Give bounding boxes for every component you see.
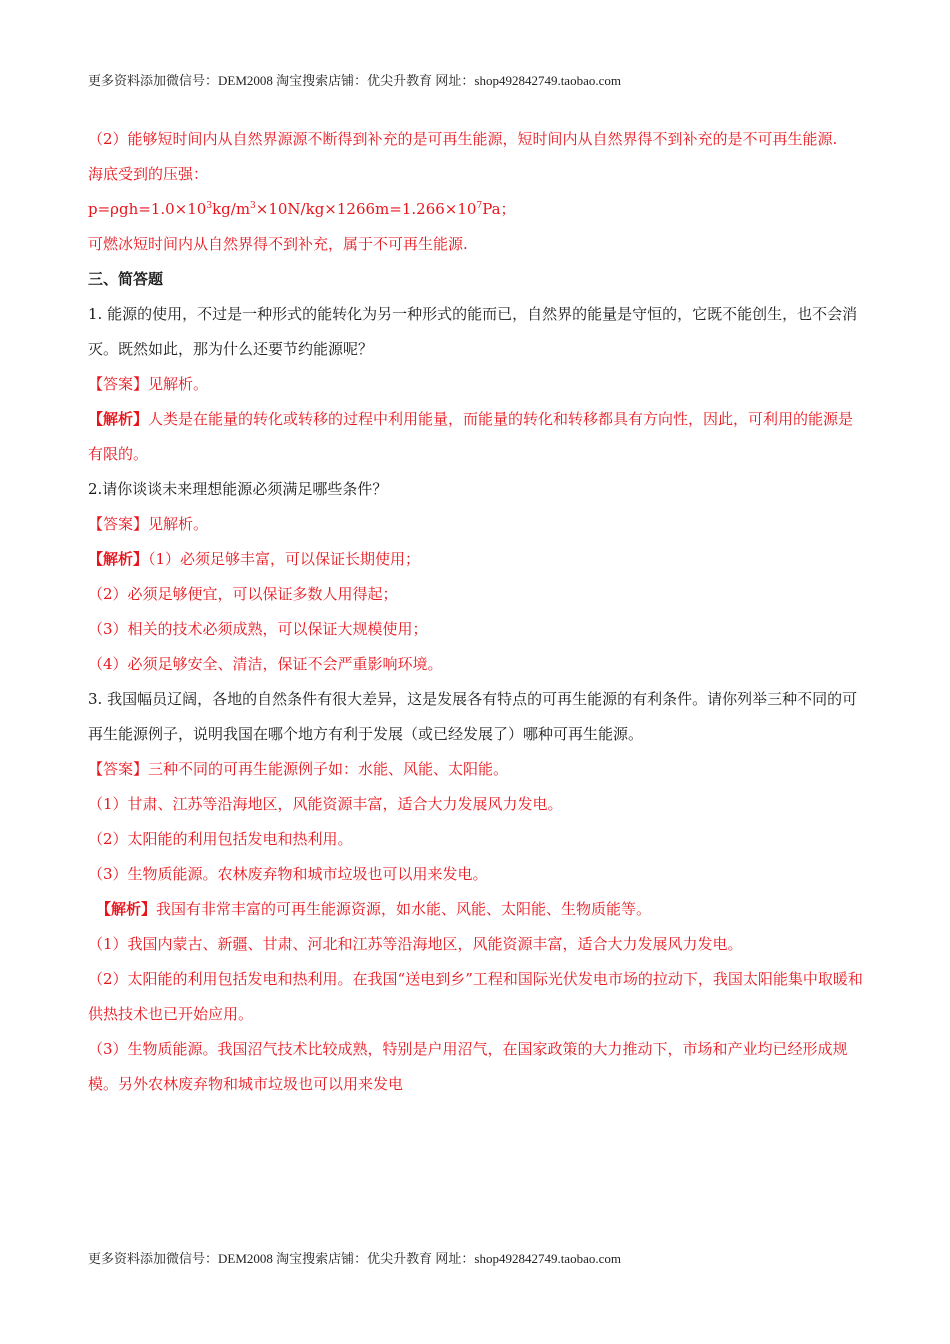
answer-text: 三种不同的可再生能源例子如：水能、风能、太阳能。 <box>148 760 509 778</box>
q2-answer <box>88 507 866 542</box>
q1-answer <box>88 367 866 402</box>
q3-answer-item: （1）甘肃、江苏等沿海地区，风能资源丰富，适合大力发展风力发电。 <box>88 795 563 813</box>
q2-item: （2）必须足够便宜，可以保证多数人用得起； <box>88 585 398 603</box>
explanation-tag: 【解析】 <box>88 550 149 568</box>
q3-explanation-item: （2）太阳能的利用包括发电和热利用。在我国“送电到乡”工程和国际光伏发电市场的拉动下，我国太阳能集中取暖和供热技术也已开始应用。 <box>88 970 863 1023</box>
page-footer: 更多资料添加微信号：DEM2008 淘宝搜索店铺：优尖升教育 网址：shop492842749.taobao.com <box>88 1251 621 1266</box>
pressure-label: 海底受到的压强： <box>88 165 209 183</box>
q3-answer-item: （3）生物质能源。农林废弃物和城市垃圾也可以用来发电。 <box>88 865 488 883</box>
q3-answer <box>88 752 866 787</box>
q2-item: （4）必须足够安全、清洁，保证不会严重影响环境。 <box>88 655 443 673</box>
answer-tag: 【答案】 <box>88 760 149 778</box>
q2-item: （3）相关的技术必须成熟，可以保证大规模使用； <box>88 620 428 638</box>
explanation-text: （1）必须足够丰富，可以保证长期使用； <box>148 550 421 568</box>
formula-exp-1: 3 <box>206 201 213 211</box>
formula-part-b: kg/m <box>212 200 251 218</box>
formula-part-d: Pa； <box>482 200 516 218</box>
prev-conclusion: 可燃冰短时间内从自然界得不到补充，属于不可再生能源. <box>88 235 468 253</box>
formula-exp-3: 7 <box>476 201 483 211</box>
answer-tag: 【答案】 <box>88 375 149 393</box>
prev-answer-part2: （2）能够短时间内从自然界源源不断得到补充的是可再生能源，短时间内从自然界得不到补充的是不可再生能源. <box>88 130 838 148</box>
explanation-text: 人类是在能量的转化或转移的过程中利用能量，而能量的转化和转移都具有方向性，因此，可利用的能源是有限的。 <box>88 410 854 463</box>
answer-text: 见解析。 <box>148 515 209 533</box>
q3-answer-item: （2）太阳能的利用包括发电和热利用。 <box>88 830 353 848</box>
q3-explanation <box>88 892 866 927</box>
formula-exp-2: 3 <box>250 201 256 211</box>
explanation-text: 我国有非常丰富的可再生能源资源，如水能、风能、太阳能、生物质能等。 <box>156 900 652 918</box>
answer-tag: 【答案】 <box>88 515 149 533</box>
formula-part-a: p=ρgh=1.0×10 <box>88 200 207 218</box>
q2-question: 2.请你谈谈未来理想能源必须满足哪些条件？ <box>88 480 388 498</box>
q1-question: 1. 能源的使用，不过是一种形式的能转化为另一种形式的能而已，自然界的能量是守恒的，它既不能创生，也不会消灭。既然如此，那为什么还要节约能源呢？ <box>88 305 858 358</box>
document-body <box>88 122 866 1102</box>
q1-explanation <box>88 402 866 472</box>
q3-explanation-item: （1）我国内蒙古、新疆、甘肃、河北和江苏等沿海地区，风能资源丰富，适合大力发展风力发电。 <box>88 935 743 953</box>
q2-explanation <box>88 542 866 577</box>
formula-part-c: ×10N/kg×1266m=1.266×10 <box>255 200 477 218</box>
section-title: 三、简答题 <box>88 270 164 288</box>
explanation-tag: 【解析】 <box>88 410 149 428</box>
q3-question: 3. 我国幅员辽阔，各地的自然条件有很大差异，这是发展各有特点的可再生能源的有利条件。请你列举三种不同的可再生能源例子，说明我国在哪个地方有利于发展（或已经发展了）哪种可再生能源。 <box>88 690 858 743</box>
answer-text: 见解析。 <box>148 375 209 393</box>
q3-explanation-item: （3）生物质能源。我国沼气技术比较成熟，特别是户用沼气，在国家政策的大力推动下，市场和产业均已经形成规模。另外农林废弃物和城市垃圾也可以用来发电 <box>88 1040 848 1093</box>
page-header: 更多资料添加微信号：DEM2008 淘宝搜索店铺：优尖升教育 网址：shop492842749.taobao.com <box>88 73 621 88</box>
pressure-formula <box>88 192 866 227</box>
explanation-tag: 【解析】 <box>96 900 157 918</box>
